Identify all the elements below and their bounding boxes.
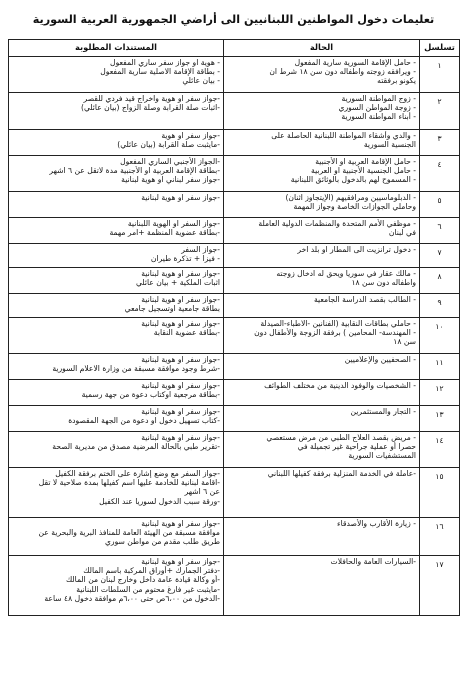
document-line: -اقامة لبنانية للخادمة عليها اسم كفيلها بمدة صلاحية لا تقل: [38, 478, 220, 488]
document-line: موافقة مسبقة من الهيئة العامة للمنافذ البرية والبحرية عن: [38, 528, 220, 538]
document-line: بطاقة جامعية اوتسجيل جامعي: [124, 304, 220, 314]
case-line: سن ١٨: [393, 337, 416, 347]
document-line: -تقرير طبي بالحالة المرضية مصدق من مديرية الصحة: [52, 442, 220, 452]
case-line: - التجار والمستثمرين: [350, 407, 416, 416]
case-cell: [224, 192, 420, 218]
case-cell: [224, 354, 420, 380]
case-line: واطفاله دون سن ١٨: [351, 278, 416, 288]
document-line: -بطاقة مرجعية اوكتاب دعوة من جهة رسمية: [81, 390, 220, 400]
documents-cell: [9, 556, 224, 616]
row-number: ١١: [420, 354, 460, 380]
case-line: - المسموح لهم بالدخول بالوثائق اللبنانية: [290, 175, 416, 185]
documents-cell: [9, 244, 224, 268]
case-line: يكونو برفقته: [377, 76, 416, 86]
documents-cell: [9, 93, 224, 130]
case-cell: [224, 244, 420, 268]
document-line: - هوية او جواز سفر ساري المفعول: [110, 58, 220, 67]
document-line: -بطاقة عضوية المنظمة +امر مهمة: [109, 228, 220, 238]
document-line: -جواز سفر او هوية لبنانية: [141, 355, 220, 364]
case-line: المستشفيات السورية: [348, 451, 416, 461]
document-line: -بطاقة عضوية النقابة: [153, 328, 220, 338]
document-line: -جواز سفر او هوية: [161, 131, 220, 140]
documents-cell: [9, 432, 224, 468]
table-row: [9, 218, 460, 244]
table-row: [9, 244, 460, 268]
case-cell: [224, 93, 420, 130]
documents-cell: [9, 318, 224, 354]
case-cell: [224, 380, 420, 406]
table-row: [9, 130, 460, 156]
case-line: وحاملي الجوازات الخاصة وجواز المهمة: [293, 202, 416, 212]
case-line: - زيارة الأقارب والأصدقاء: [337, 519, 416, 528]
document-line: -أو وكالة قيادة عامة داخل وخارج لبنان من المالك: [65, 575, 220, 585]
document-line: -جواز سفر او هوية لبنانية: [141, 319, 220, 328]
document-line: -مايثبت صلة القرابة (بيان عائلي): [117, 140, 220, 150]
document-line: -بطاقة الإقامة العربية او الأجنبية مدة لاتقل عن ٦ اشهر: [49, 166, 220, 176]
document-line: اثبات الملكية + بيان عائلي: [136, 278, 220, 288]
table-row: [9, 518, 460, 556]
case-line: - ويرافقه زوجته واطفاله دون سن ١٨ شرط ان: [269, 67, 416, 77]
row-number: ١٦: [420, 518, 460, 556]
documents-cell: [9, 354, 224, 380]
document-line: - بطاقة الإقامة الاصلية سارية المفعول: [100, 67, 220, 77]
row-number: ٤: [420, 156, 460, 192]
case-cell: [224, 468, 420, 518]
document-line: -جواز السفر او الهوية اللبنانية: [127, 219, 220, 228]
case-cell: [224, 406, 420, 432]
case-line: - دخول ترانزيت الى المطار او بلد اخر: [297, 245, 416, 254]
document-line: -جواز السفر مع وضع إشارة على الختم برفقة الكفيل: [55, 469, 220, 478]
row-number: ١٧: [420, 556, 460, 616]
row-number: ٥: [420, 192, 460, 218]
header-case: الحالة: [224, 40, 420, 57]
case-line: - مريض بقصد العلاج الطبي من مرض مستعصي: [266, 433, 416, 442]
document-line: -جواز سفر او هوية لبنانية: [141, 557, 220, 566]
case-line: -عاملة في الخدمة المنزلية برفقة كفيلها اللبناني: [267, 469, 416, 478]
case-line: الجنسية السورية: [363, 140, 416, 150]
documents-cell: [9, 268, 224, 294]
case-line: - المهندسة- المحامين ) برفقة الزوجة والأطفال دون: [254, 328, 416, 338]
row-number: ٧: [420, 244, 460, 268]
case-cell: [224, 156, 420, 192]
document-line: طريق طلب مقدم من مواطن سوري: [104, 537, 220, 547]
table-row: [9, 156, 460, 192]
document-line: -ورقة سبب الدخول لسوريا عند الكفيل: [99, 496, 220, 506]
case-cell: [224, 218, 420, 244]
case-cell: [224, 130, 420, 156]
table-row: [9, 268, 460, 294]
case-cell: [224, 57, 420, 93]
document-title: تعليمات دخول المواطنين اللبنانيين الى أراضي الجمهورية العربية السورية: [32, 13, 435, 26]
documents-cell: [9, 518, 224, 556]
document-line: -دفتر الجمارك +أوراق المركبة باسم المالك: [83, 566, 220, 576]
case-line: - والدي وأشقاء المواطنة اللبنانية الحاصلة على: [271, 131, 416, 140]
documents-cell: [9, 156, 224, 192]
document-line: -جواز سفر او هوية واخراج قيد فردي للقصر: [83, 94, 220, 103]
row-number: ١٥: [420, 468, 460, 518]
instructions-table: [8, 39, 460, 616]
table-row: [9, 294, 460, 318]
table-row: [9, 93, 460, 130]
document-line: -جواز سفر او هوية لبنانية: [141, 407, 220, 416]
document-line: -جواز سفر او هوية لبنانية: [141, 269, 220, 278]
document-line: -كتاب تسهيل دخول او دعوة من الجهة المقصودة: [68, 416, 220, 426]
case-line: - موظفي الأمم المتحدة والمنظمات الدولية العاملة: [258, 219, 416, 228]
case-line: - مالك عقار في سوريا ويحق له ادخال زوجته: [276, 269, 416, 278]
row-number: ١: [420, 57, 460, 93]
case-line: حصرا أو عملية جراحية غير تجميلة في: [297, 442, 416, 452]
table-row: [9, 192, 460, 218]
table-row: [9, 468, 460, 518]
table-header-row: [9, 40, 460, 57]
document-line: -جواز سفر او هوية لبنانية: [141, 433, 220, 442]
row-number: ٢: [420, 93, 460, 130]
case-line: - الدبلوماسيين ومرافقيهم (الإيتجاوز اثنان): [285, 193, 416, 202]
case-cell: [224, 518, 420, 556]
case-line: - أبناء المواطنة السورية: [341, 112, 416, 122]
document-line: -جواز سفر او هوية لبنانية: [141, 519, 220, 528]
documents-cell: [9, 57, 224, 93]
documents-cell: [9, 130, 224, 156]
documents-cell: [9, 406, 224, 432]
documents-cell: [9, 380, 224, 406]
row-number: ١٠: [420, 318, 460, 354]
row-number: ١٢: [420, 380, 460, 406]
header-documents: المستندات المطلوبة: [9, 40, 224, 57]
table-row: [9, 380, 460, 406]
documents-cell: [9, 294, 224, 318]
documents-cell: [9, 468, 224, 518]
case-cell: [224, 556, 420, 616]
header-serial: تسلسل: [420, 40, 460, 57]
row-number: ٨: [420, 268, 460, 294]
case-cell: [224, 432, 420, 468]
case-line: - الطالب بقصد الدراسة الجامعية: [313, 295, 416, 304]
documents-cell: [9, 218, 224, 244]
document-line: -الدخول من ٦،٠٠ص حتى ٦،٠٠م موافقة دخول ٤٨ ساعة: [44, 593, 220, 603]
case-cell: [224, 318, 420, 354]
case-line: - زوجة المواطن السوري: [338, 103, 416, 113]
case-line: - حاملي بطاقات النقابية (الفنانين -الاطباء-الصيدلة: [260, 319, 416, 328]
table-row: [9, 556, 460, 616]
case-line: - الصحفيين والإعلاميين: [344, 355, 416, 364]
document-line: -مايثبت غير فارغ محتوم من السلطات اللبنانية: [76, 584, 220, 594]
document-line: عن ٦ اشهر: [184, 487, 220, 497]
case-cell: [224, 294, 420, 318]
row-number: ١٣: [420, 406, 460, 432]
table-row: [9, 354, 460, 380]
case-line: - زوج المواطنة السورية: [341, 94, 416, 103]
row-number: ٣: [420, 130, 460, 156]
row-number: ٦: [420, 218, 460, 244]
case-line: - حامل الجنسية الأجنبية او العربية: [311, 166, 416, 176]
documents-cell: [9, 192, 224, 218]
table-row: [9, 318, 460, 354]
document-line: - فيزا + تذكرة طيران: [150, 254, 220, 264]
table-row: [9, 57, 460, 93]
document-line: -جواز السفر: [181, 245, 220, 254]
case-cell: [224, 268, 420, 294]
document-line: -جواز سفر او هوية لبنانية: [141, 193, 220, 202]
document-line: -جواز سفر لبناني او هوية لبنانية: [121, 175, 220, 185]
document-line: -جواز سفر او هوية لبنانية: [141, 295, 220, 304]
row-number: ٩: [420, 294, 460, 318]
case-line: - الشخصيات والوفود الدينية من مختلف الطوائف: [264, 381, 416, 390]
document-line: -جواز سفر او هوية لبنانية: [141, 381, 220, 390]
document-line: -الجواز الأجنبي الساري المفعول: [120, 157, 220, 166]
table-row: [9, 432, 460, 468]
document-line: - بيان عائلي: [182, 76, 220, 86]
case-line: -السيارات العامة والحافلات: [330, 557, 416, 566]
case-line: - حامل الإقامة السورية سارية المفعول: [294, 58, 416, 67]
case-line: - حامل الإقامة العربية او الأجنبية: [315, 157, 416, 166]
table-row: [9, 406, 460, 432]
document-line: -شرط وجود موافقة مسبقة من وزارة الاعلام السورية: [52, 364, 220, 374]
table-body: [9, 57, 460, 616]
case-line: في لبنان: [388, 228, 416, 238]
row-number: ١٤: [420, 432, 460, 468]
document-line: -اثبات صلة القرابة وصلة الزواج (بيان عائلي): [81, 103, 220, 113]
